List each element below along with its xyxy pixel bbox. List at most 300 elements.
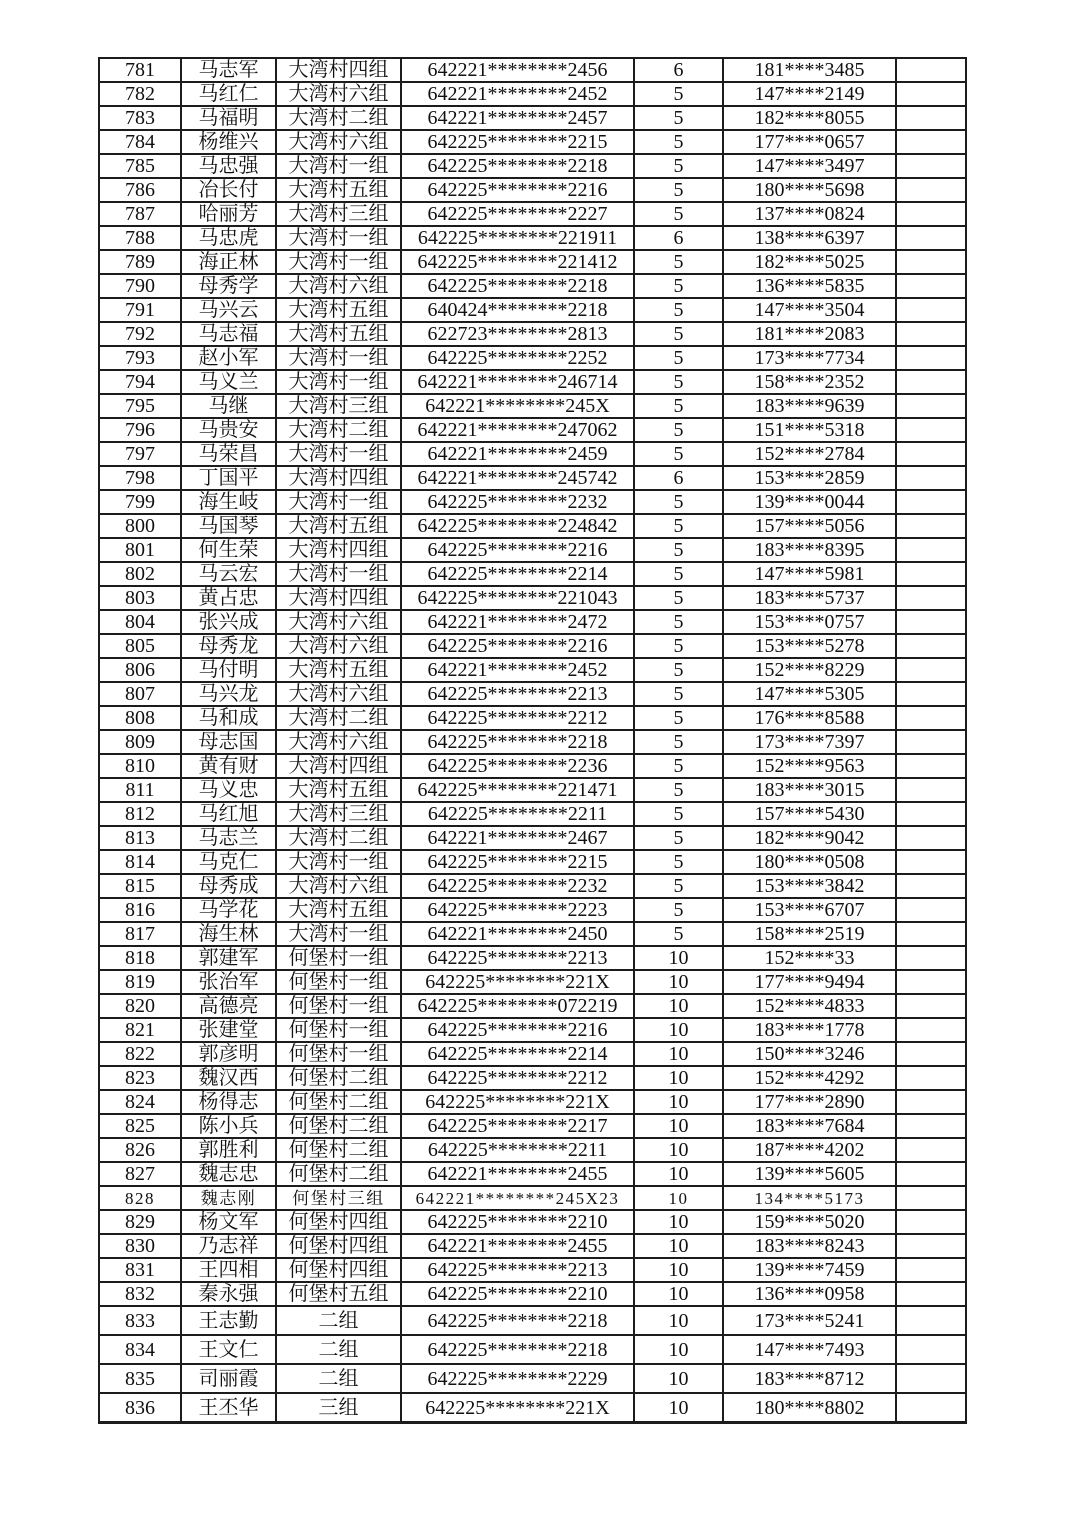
table-row <box>99 994 966 1018</box>
id-number-cell: 642225********221471 <box>401 778 634 802</box>
row-number-cell: 781 <box>99 58 181 82</box>
village-group-cell: 何堡村一组 <box>276 994 401 1018</box>
phone-cell: 152****4292 <box>723 1066 896 1090</box>
village-group-cell: 大湾村一组 <box>276 370 401 394</box>
id-number-cell: 642225********2218 <box>401 1306 634 1335</box>
phone-cell: 183****5737 <box>723 586 896 610</box>
phone-cell: 152****4833 <box>723 994 896 1018</box>
id-number-cell: 642225********2211 <box>401 802 634 826</box>
count-cell: 5 <box>634 250 723 274</box>
village-group-cell: 大湾村二组 <box>276 826 401 850</box>
row-number-cell: 822 <box>99 1042 181 1066</box>
phone-cell: 153****6707 <box>723 898 896 922</box>
count-cell: 10 <box>634 1186 723 1210</box>
row-number-cell: 830 <box>99 1234 181 1258</box>
row-number-cell: 797 <box>99 442 181 466</box>
phone-cell: 177****2890 <box>723 1090 896 1114</box>
village-group-cell: 何堡村二组 <box>276 1090 401 1114</box>
row-number-cell: 789 <box>99 250 181 274</box>
phone-cell: 152****33 <box>723 946 896 970</box>
table-row <box>99 682 966 706</box>
note-cell <box>896 970 966 994</box>
name-cell: 丁国平 <box>181 466 276 490</box>
count-cell: 10 <box>634 1066 723 1090</box>
name-cell: 母秀成 <box>181 874 276 898</box>
phone-cell: 139****5605 <box>723 1162 896 1186</box>
phone-cell: 187****4202 <box>723 1138 896 1162</box>
id-number-cell: 642225********2216 <box>401 634 634 658</box>
name-cell: 马荣昌 <box>181 442 276 466</box>
village-group-cell: 二组 <box>276 1335 401 1364</box>
note-cell <box>896 130 966 154</box>
village-group-cell: 大湾村四组 <box>276 754 401 778</box>
note-cell <box>896 778 966 802</box>
name-cell: 马义兰 <box>181 370 276 394</box>
table-row <box>99 442 966 466</box>
name-cell: 马志福 <box>181 322 276 346</box>
table-row <box>99 754 966 778</box>
id-number-cell: 642225********224842 <box>401 514 634 538</box>
phone-cell: 139****0044 <box>723 490 896 514</box>
id-number-cell: 642225********2212 <box>401 706 634 730</box>
table-row <box>99 874 966 898</box>
note-cell <box>896 178 966 202</box>
table-row <box>99 58 966 82</box>
village-group-cell: 大湾村一组 <box>276 490 401 514</box>
count-cell: 10 <box>634 1162 723 1186</box>
note-cell <box>896 850 966 874</box>
name-cell: 海生林 <box>181 922 276 946</box>
row-number-cell: 820 <box>99 994 181 1018</box>
row-number-cell: 793 <box>99 346 181 370</box>
note-cell <box>896 946 966 970</box>
id-number-cell: 642225********2223 <box>401 898 634 922</box>
table-row <box>99 1114 966 1138</box>
table-row <box>99 706 966 730</box>
id-number-cell: 642225********2232 <box>401 490 634 514</box>
note-cell <box>896 58 966 82</box>
row-number-cell: 835 <box>99 1364 181 1393</box>
name-cell: 张兴成 <box>181 610 276 634</box>
table-row <box>99 850 966 874</box>
phone-cell: 159****5020 <box>723 1210 896 1234</box>
name-cell: 马贵安 <box>181 418 276 442</box>
note-cell <box>896 754 966 778</box>
id-number-cell: 642225********2216 <box>401 178 634 202</box>
note-cell <box>896 610 966 634</box>
row-number-cell: 790 <box>99 274 181 298</box>
note-cell <box>896 346 966 370</box>
phone-cell: 183****7684 <box>723 1114 896 1138</box>
name-cell: 陈小兵 <box>181 1114 276 1138</box>
name-cell: 郭胜利 <box>181 1138 276 1162</box>
note-cell <box>896 154 966 178</box>
village-group-cell: 大湾村一组 <box>276 922 401 946</box>
phone-cell: 183****8395 <box>723 538 896 562</box>
phone-cell: 150****3246 <box>723 1042 896 1066</box>
row-number-cell: 795 <box>99 394 181 418</box>
row-number-cell: 825 <box>99 1114 181 1138</box>
count-cell: 5 <box>634 634 723 658</box>
count-cell: 5 <box>634 898 723 922</box>
id-number-cell: 642221********2450 <box>401 922 634 946</box>
id-number-cell: 642225********221X <box>401 970 634 994</box>
table-row <box>99 826 966 850</box>
count-cell: 5 <box>634 682 723 706</box>
village-group-cell: 大湾村一组 <box>276 226 401 250</box>
note-cell <box>896 538 966 562</box>
row-number-cell: 824 <box>99 1090 181 1114</box>
phone-cell: 153****5278 <box>723 634 896 658</box>
id-number-cell: 642221********245X23 <box>401 1186 634 1210</box>
row-number-cell: 829 <box>99 1210 181 1234</box>
count-cell: 10 <box>634 1335 723 1364</box>
count-cell: 5 <box>634 658 723 682</box>
note-cell <box>896 466 966 490</box>
count-cell: 5 <box>634 82 723 106</box>
table-row <box>99 610 966 634</box>
id-number-cell: 642225********2236 <box>401 754 634 778</box>
table-row <box>99 298 966 322</box>
table-row <box>99 1234 966 1258</box>
name-cell: 马克仁 <box>181 850 276 874</box>
name-cell: 乃志祥 <box>181 1234 276 1258</box>
count-cell: 6 <box>634 226 723 250</box>
note-cell <box>896 1364 966 1393</box>
id-number-cell: 642221********245742 <box>401 466 634 490</box>
count-cell: 5 <box>634 274 723 298</box>
id-number-cell: 642225********2227 <box>401 202 634 226</box>
id-number-cell: 642225********2218 <box>401 730 634 754</box>
phone-cell: 157****5430 <box>723 802 896 826</box>
table-row <box>99 1018 966 1042</box>
table-row <box>99 538 966 562</box>
name-cell: 马国琴 <box>181 514 276 538</box>
row-number-cell: 812 <box>99 802 181 826</box>
id-number-cell: 642225********221911 <box>401 226 634 250</box>
name-cell: 魏汉西 <box>181 1066 276 1090</box>
table-row <box>99 802 966 826</box>
row-number-cell: 809 <box>99 730 181 754</box>
name-cell: 海正林 <box>181 250 276 274</box>
count-cell: 5 <box>634 178 723 202</box>
row-number-cell: 813 <box>99 826 181 850</box>
phone-cell: 177****9494 <box>723 970 896 994</box>
village-group-cell: 何堡村一组 <box>276 970 401 994</box>
count-cell: 5 <box>634 154 723 178</box>
note-cell <box>896 82 966 106</box>
count-cell: 10 <box>634 1138 723 1162</box>
phone-cell: 151****5318 <box>723 418 896 442</box>
count-cell: 5 <box>634 394 723 418</box>
id-number-cell: 642225********072219 <box>401 994 634 1018</box>
count-cell: 5 <box>634 754 723 778</box>
count-cell: 5 <box>634 490 723 514</box>
row-number-cell: 792 <box>99 322 181 346</box>
count-cell: 10 <box>634 1042 723 1066</box>
id-number-cell: 642221********2459 <box>401 442 634 466</box>
village-group-cell: 何堡村二组 <box>276 1066 401 1090</box>
village-group-cell: 大湾村一组 <box>276 346 401 370</box>
phone-cell: 152****8229 <box>723 658 896 682</box>
name-cell: 张建堂 <box>181 1018 276 1042</box>
id-number-cell: 642225********2211 <box>401 1138 634 1162</box>
count-cell: 5 <box>634 826 723 850</box>
village-group-cell: 大湾村一组 <box>276 562 401 586</box>
id-number-cell: 642225********2232 <box>401 874 634 898</box>
name-cell: 何生荣 <box>181 538 276 562</box>
row-number-cell: 810 <box>99 754 181 778</box>
id-number-cell: 640424********2218 <box>401 298 634 322</box>
id-number-cell: 642225********2229 <box>401 1364 634 1393</box>
table-row <box>99 322 966 346</box>
row-number-cell: 786 <box>99 178 181 202</box>
phone-cell: 147****5981 <box>723 562 896 586</box>
table-row <box>99 1138 966 1162</box>
table-row <box>99 1364 966 1393</box>
phone-cell: 134****5173 <box>723 1186 896 1210</box>
row-number-cell: 808 <box>99 706 181 730</box>
note-cell <box>896 898 966 922</box>
table-row <box>99 970 966 994</box>
count-cell: 5 <box>634 562 723 586</box>
table-row <box>99 1186 966 1210</box>
table-row <box>99 1306 966 1335</box>
phone-cell: 147****3497 <box>723 154 896 178</box>
count-cell: 10 <box>634 1393 723 1423</box>
id-number-cell: 642225********2214 <box>401 562 634 586</box>
village-group-cell: 大湾村五组 <box>276 322 401 346</box>
village-group-cell: 大湾村六组 <box>276 82 401 106</box>
phone-cell: 180****8802 <box>723 1393 896 1423</box>
village-group-cell: 大湾村四组 <box>276 466 401 490</box>
name-cell: 母秀龙 <box>181 634 276 658</box>
village-group-cell: 何堡村二组 <box>276 1138 401 1162</box>
row-number-cell: 807 <box>99 682 181 706</box>
table-row <box>99 466 966 490</box>
phone-cell: 176****8588 <box>723 706 896 730</box>
name-cell: 杨得志 <box>181 1090 276 1114</box>
village-group-cell: 何堡村四组 <box>276 1234 401 1258</box>
name-cell: 马志军 <box>181 58 276 82</box>
note-cell <box>896 442 966 466</box>
village-group-cell: 何堡村五组 <box>276 1282 401 1306</box>
id-number-cell: 642225********221X <box>401 1393 634 1423</box>
name-cell: 马继 <box>181 394 276 418</box>
count-cell: 6 <box>634 58 723 82</box>
row-number-cell: 819 <box>99 970 181 994</box>
id-number-cell: 642225********2218 <box>401 154 634 178</box>
row-number-cell: 832 <box>99 1282 181 1306</box>
name-cell: 王丕华 <box>181 1393 276 1423</box>
row-number-cell: 827 <box>99 1162 181 1186</box>
table-row <box>99 898 966 922</box>
note-cell <box>896 1018 966 1042</box>
note-cell <box>896 706 966 730</box>
phone-cell: 158****2519 <box>723 922 896 946</box>
name-cell: 马兴云 <box>181 298 276 322</box>
note-cell <box>896 274 966 298</box>
village-group-cell: 大湾村一组 <box>276 154 401 178</box>
note-cell <box>896 298 966 322</box>
village-group-cell: 何堡村三组 <box>276 1186 401 1210</box>
row-number-cell: 799 <box>99 490 181 514</box>
count-cell: 5 <box>634 586 723 610</box>
count-cell: 10 <box>634 1306 723 1335</box>
table-row <box>99 154 966 178</box>
id-number-cell: 642225********2216 <box>401 538 634 562</box>
count-cell: 5 <box>634 730 723 754</box>
table-row <box>99 1162 966 1186</box>
count-cell: 5 <box>634 514 723 538</box>
phone-cell: 153****0757 <box>723 610 896 634</box>
village-group-cell: 大湾村一组 <box>276 442 401 466</box>
phone-cell: 136****0958 <box>723 1282 896 1306</box>
table-row <box>99 634 966 658</box>
name-cell: 赵小军 <box>181 346 276 370</box>
count-cell: 10 <box>634 1364 723 1393</box>
table-row <box>99 946 966 970</box>
note-cell <box>896 1090 966 1114</box>
id-number-cell: 642221********2452 <box>401 658 634 682</box>
table-row <box>99 1066 966 1090</box>
phone-cell: 153****2859 <box>723 466 896 490</box>
name-cell: 马红仁 <box>181 82 276 106</box>
village-group-cell: 大湾村五组 <box>276 178 401 202</box>
row-number-cell: 796 <box>99 418 181 442</box>
note-cell <box>896 370 966 394</box>
id-number-cell: 642225********2217 <box>401 1114 634 1138</box>
phone-cell: 157****5056 <box>723 514 896 538</box>
count-cell: 10 <box>634 1210 723 1234</box>
count-cell: 5 <box>634 922 723 946</box>
table-row <box>99 490 966 514</box>
table-row <box>99 178 966 202</box>
name-cell: 魏志忠 <box>181 1162 276 1186</box>
name-cell: 马义忠 <box>181 778 276 802</box>
count-cell: 10 <box>634 994 723 1018</box>
note-cell <box>896 562 966 586</box>
count-cell: 10 <box>634 1114 723 1138</box>
village-group-cell: 大湾村五组 <box>276 778 401 802</box>
table-row <box>99 82 966 106</box>
id-number-cell: 642225********2216 <box>401 1018 634 1042</box>
note-cell <box>896 1393 966 1423</box>
name-cell: 马学花 <box>181 898 276 922</box>
table-row <box>99 1282 966 1306</box>
row-number-cell: 783 <box>99 106 181 130</box>
note-cell <box>896 1186 966 1210</box>
phone-cell: 173****5241 <box>723 1306 896 1335</box>
phone-cell: 152****2784 <box>723 442 896 466</box>
row-number-cell: 823 <box>99 1066 181 1090</box>
row-number-cell: 804 <box>99 610 181 634</box>
id-number-cell: 642225********2215 <box>401 130 634 154</box>
row-number-cell: 826 <box>99 1138 181 1162</box>
phone-cell: 182****5025 <box>723 250 896 274</box>
row-number-cell: 787 <box>99 202 181 226</box>
phone-cell: 147****3504 <box>723 298 896 322</box>
table-row <box>99 1335 966 1364</box>
count-cell: 10 <box>634 1090 723 1114</box>
table-row <box>99 1258 966 1282</box>
name-cell: 马福明 <box>181 106 276 130</box>
name-cell: 马忠虎 <box>181 226 276 250</box>
row-number-cell: 831 <box>99 1258 181 1282</box>
id-number-cell: 642225********2218 <box>401 274 634 298</box>
id-number-cell: 642225********2213 <box>401 682 634 706</box>
table-row <box>99 514 966 538</box>
table-row <box>99 778 966 802</box>
count-cell: 5 <box>634 106 723 130</box>
phone-cell: 177****0657 <box>723 130 896 154</box>
phone-cell: 139****7459 <box>723 1258 896 1282</box>
name-cell: 哈丽芳 <box>181 202 276 226</box>
note-cell <box>896 418 966 442</box>
row-number-cell: 817 <box>99 922 181 946</box>
village-group-cell: 大湾村六组 <box>276 130 401 154</box>
roster-table <box>98 57 967 1424</box>
table-row <box>99 1210 966 1234</box>
row-number-cell: 800 <box>99 514 181 538</box>
phone-cell: 138****6397 <box>723 226 896 250</box>
table-row <box>99 1393 966 1423</box>
village-group-cell: 何堡村一组 <box>276 1018 401 1042</box>
name-cell: 马忠强 <box>181 154 276 178</box>
village-group-cell: 大湾村四组 <box>276 586 401 610</box>
id-number-cell: 642221********2456 <box>401 58 634 82</box>
phone-cell: 180****5698 <box>723 178 896 202</box>
village-group-cell: 三组 <box>276 1393 401 1423</box>
phone-cell: 173****7397 <box>723 730 896 754</box>
table-row <box>99 130 966 154</box>
phone-cell: 137****0824 <box>723 202 896 226</box>
note-cell <box>896 586 966 610</box>
id-number-cell: 642225********221X <box>401 1090 634 1114</box>
row-number-cell: 821 <box>99 1018 181 1042</box>
table-row <box>99 1042 966 1066</box>
name-cell: 母秀学 <box>181 274 276 298</box>
row-number-cell: 816 <box>99 898 181 922</box>
village-group-cell: 大湾村四组 <box>276 538 401 562</box>
name-cell: 马和成 <box>181 706 276 730</box>
id-number-cell: 642221********2467 <box>401 826 634 850</box>
phone-cell: 173****7734 <box>723 346 896 370</box>
village-group-cell: 大湾村一组 <box>276 850 401 874</box>
village-group-cell: 大湾村六组 <box>276 730 401 754</box>
village-group-cell: 何堡村一组 <box>276 1042 401 1066</box>
name-cell: 马兴龙 <box>181 682 276 706</box>
name-cell: 郭彦明 <box>181 1042 276 1066</box>
village-group-cell: 大湾村五组 <box>276 298 401 322</box>
count-cell: 10 <box>634 1234 723 1258</box>
village-group-cell: 大湾村六组 <box>276 682 401 706</box>
table-row <box>99 658 966 682</box>
village-group-cell: 大湾村六组 <box>276 874 401 898</box>
name-cell: 杨文军 <box>181 1210 276 1234</box>
count-cell: 5 <box>634 202 723 226</box>
row-number-cell: 814 <box>99 850 181 874</box>
count-cell: 5 <box>634 778 723 802</box>
note-cell <box>896 1138 966 1162</box>
phone-cell: 153****3842 <box>723 874 896 898</box>
table-row <box>99 370 966 394</box>
row-number-cell: 803 <box>99 586 181 610</box>
table-row <box>99 730 966 754</box>
row-number-cell: 836 <box>99 1393 181 1423</box>
row-number-cell: 833 <box>99 1306 181 1335</box>
name-cell: 王志勤 <box>181 1306 276 1335</box>
